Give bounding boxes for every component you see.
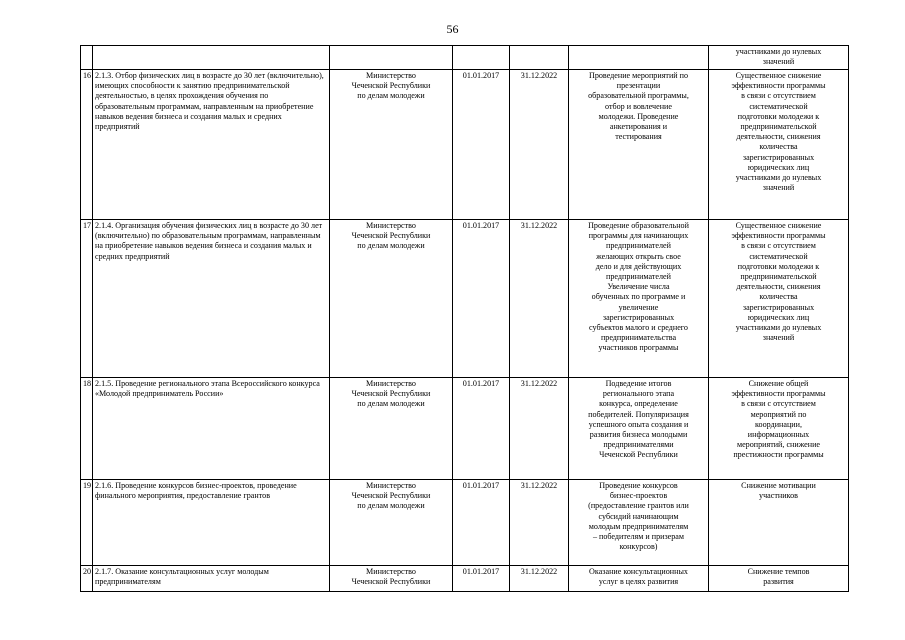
consequences: Существенное снижение эффективности программы в связи с отсутствием систематической подготовки молодежи к предпринимательской деятельности, снижения количества зарегистрированных юридических лиц участниками до нулевых значений <box>709 220 849 378</box>
table-row-continued <box>81 46 849 70</box>
responsible-executor: Министерство Чеченской Республики по делам молодежи <box>330 378 453 480</box>
measure-name: 2.1.3. Отбор физических лиц в возрасте до 30 лет (включительно), имеющих способности к занятию предпринимательской деятельностью, в целях прохождения обучения по образовательным программам, направленным на приобретение навыков ведения бизнеса и создания малых и средних предприятий <box>93 70 330 220</box>
cell-name <box>93 46 330 70</box>
row-number: 18 <box>81 378 93 480</box>
table-row <box>81 378 849 480</box>
expected-result: Оказание консультационных услуг в целях развития <box>569 566 709 592</box>
responsible-executor: Министерство Чеченской Республики по делам молодежи <box>330 70 453 220</box>
consequences: Снижение общей эффективности программы в связи с отсутствием мероприятий по координации, информационных мероприятий, снижение престижности программы <box>709 378 849 480</box>
expected-result: Проведение мероприятий по презентации образовательной программы, отбор и вовлечение молодежи. Проведение анкетирования и тестирования <box>569 70 709 220</box>
end-date: 31.12.2022 <box>510 70 569 220</box>
measure-name: 2.1.6. Проведение конкурсов бизнес-проектов, проведение финального мероприятия, предоставление грантов <box>93 480 330 566</box>
start-date: 01.01.2017 <box>453 70 510 220</box>
start-date: 01.01.2017 <box>453 378 510 480</box>
cell-result <box>569 46 709 70</box>
consequences: Существенное снижение эффективности программы в связи с отсутствием систематической подготовки молодежи к предпринимательской деятельности, снижения количества зарегистрированных юридических лиц участниками до нулевых значений <box>709 70 849 220</box>
responsible-executor: Министерство Чеченской Республики по делам молодежи <box>330 220 453 378</box>
table-row <box>81 220 849 378</box>
measure-name: 2.1.4. Организация обучения физических лиц в возрасте до 30 лет (включительно) по образовательным программам, направленным на приобретение навыков ведения бизнеса и создания малых и средних предприятий <box>93 220 330 378</box>
expected-result: Проведение образовательной программы для начинающих предпринимателей желающих открыть свое дело и для действующих предпринимателей Увеличение числа обученных по программе и увеличение зарегистрированных субъектов малого и среднего предпринимательства участников программы <box>569 220 709 378</box>
end-date: 31.12.2022 <box>510 378 569 480</box>
end-date: 31.12.2022 <box>510 220 569 378</box>
table-row <box>81 480 849 566</box>
consequences: Снижение темпов развития <box>709 566 849 592</box>
start-date: 01.01.2017 <box>453 480 510 566</box>
measure-name: 2.1.5. Проведение регионального этапа Всероссийского конкурса «Молодой предприниматель России» <box>93 378 330 480</box>
expected-result: Проведение конкурсов бизнес-проектов (предоставление грантов или субсидий начинающим молодым предпринимателям – победителям и призерам конкурсов) <box>569 480 709 566</box>
cell-risk: участниками до нулевых значений <box>709 46 849 70</box>
responsible-executor: Министерство Чеченской Республики <box>330 566 453 592</box>
table-row <box>81 566 849 592</box>
consequences: Снижение мотивации участников <box>709 480 849 566</box>
page-number: 56 <box>446 22 459 36</box>
start-date: 01.01.2017 <box>453 220 510 378</box>
row-number: 20 <box>81 566 93 592</box>
row-number: 17 <box>81 220 93 378</box>
expected-result: Подведение итогов регионального этапа конкурса, определение победителей. Популяризация успешного опыта создания и развития бизнеса молодыми предпринимателями Чеченской Республики <box>569 378 709 480</box>
cell-end <box>510 46 569 70</box>
cell-num <box>81 46 93 70</box>
end-date: 31.12.2022 <box>510 566 569 592</box>
measures-table <box>80 45 849 592</box>
start-date: 01.01.2017 <box>453 566 510 592</box>
row-number: 19 <box>81 480 93 566</box>
end-date: 31.12.2022 <box>510 480 569 566</box>
table-row <box>81 70 849 220</box>
row-number: 16 <box>81 70 93 220</box>
measure-name: 2.1.7. Оказание консультационных услуг молодым предпринимателям <box>93 566 330 592</box>
cell-start <box>453 46 510 70</box>
responsible-executor: Министерство Чеченской Республики по делам молодежи <box>330 480 453 566</box>
cell-ministry <box>330 46 453 70</box>
